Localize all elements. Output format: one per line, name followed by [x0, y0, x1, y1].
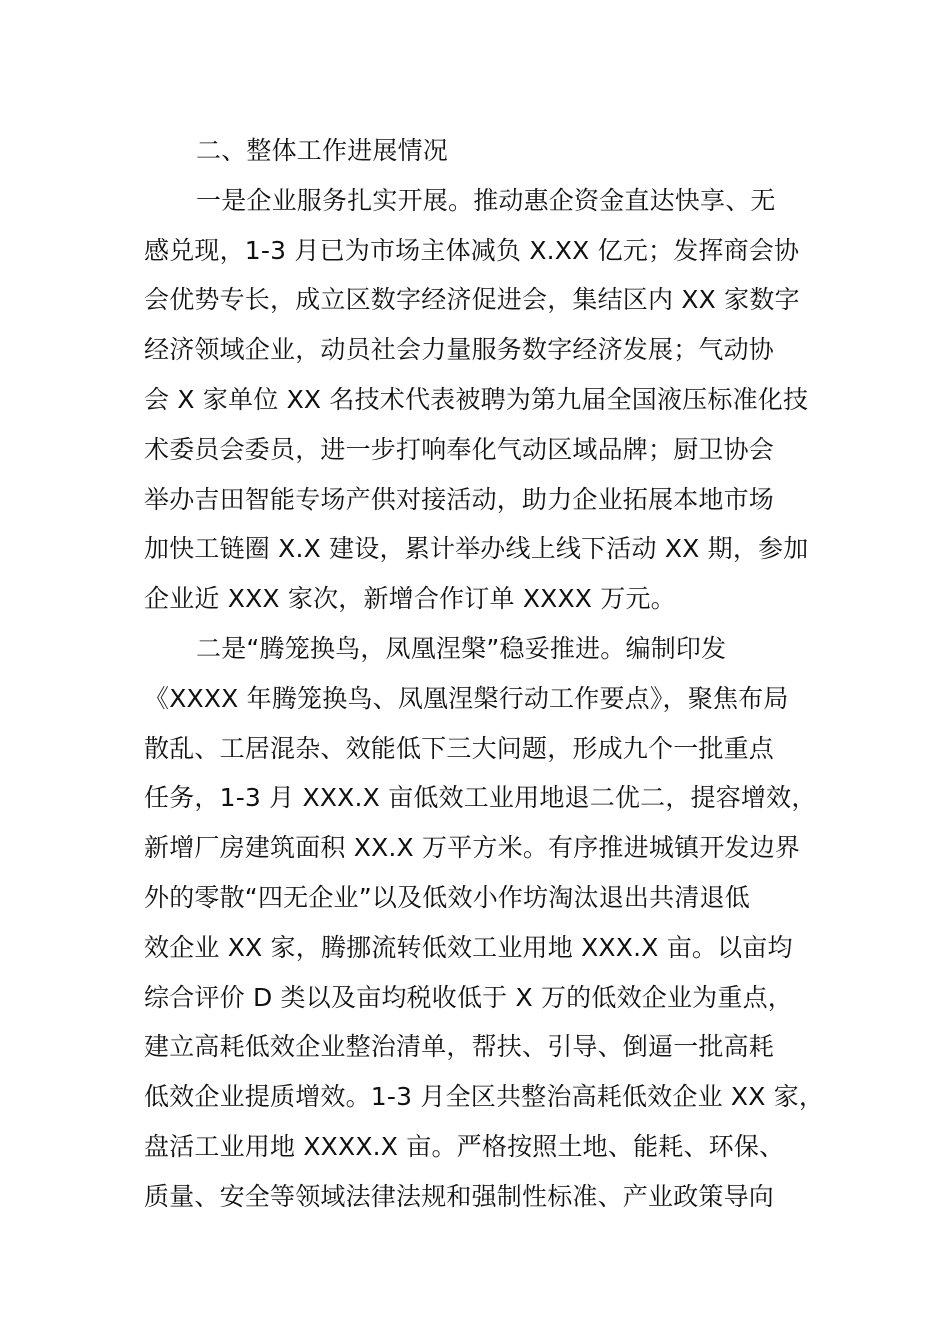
- paragraph-2-line-8: 综合评价 D 类以及亩均税收低于 X 万的低效企业为重点，: [144, 982, 793, 1012]
- paragraph-1-line-2: 感兑现，1-3 月已为市场主体减负 X.XX 亿元；发挥商会协: [144, 235, 800, 265]
- paragraph-1-line-9: 企业近 XXX 家次，新增合作订单 XXXX 万元。: [144, 584, 676, 614]
- paragraph-2-line-11: 盘活工业用地 XXXX.X 亩。严格按照土地、能耗、环保、: [144, 1131, 785, 1161]
- paragraph-2-line-6: 外的零散“四无企业”以及低效小作坊淘汰退出共清退低: [144, 882, 750, 912]
- paragraph-1-line-6: 术委员会委员，进一步打响奉化气动区域品牌；厨卫协会: [144, 434, 775, 464]
- paragraph-1-line-1: 一是企业服务扎实开展。推动惠企资金直达快享、无: [196, 185, 776, 215]
- paragraph-2-line-5: 新增厂房建筑面积 XX.X 万平方米。有序推进城镇开发边界: [144, 833, 801, 863]
- paragraph-2-line-9: 建立高耗低效企业整治清单，帮扶、引导、倒逼一批高耗: [144, 1032, 775, 1062]
- paragraph-1-line-5: 会 X 家单位 XX 名技术代表被聘为第九届全国液压标准化技: [144, 384, 809, 414]
- paragraph-2-line-12: 质量、安全等领域法律法规和强制性标准、产业政策导向: [144, 1181, 775, 1211]
- paragraph-1-line-8: 加快工链圈 X.X 建设，累计举办线上线下活动 XX 期，参加: [144, 534, 809, 564]
- paragraph-2-line-1: 二是“腾笼换鸟，凤凰涅槃”稳妥推进。编制印发: [196, 633, 727, 663]
- paragraph-1-line-7: 举办吉田智能专场产供对接活动，助力企业拓展本地市场: [144, 484, 775, 514]
- document-body: [144, 126, 834, 1222]
- paragraph-1-line-3: 会优势专长，成立区数字经济促进会，集结区内 XX 家数字: [144, 285, 800, 315]
- paragraph-2-line-3: 散乱、工居混杂、效能低下三大问题，形成九个一批重点: [144, 733, 775, 763]
- paragraph-1-line-4: 经济领域企业，动员社会力量服务数字经济发展；气动协: [144, 335, 775, 365]
- section-heading: 二、整体工作进展情况: [196, 136, 449, 165]
- paragraph-2-line-7: 效企业 XX 家，腾挪流转低效工业用地 XXX.X 亩。以亩均: [144, 932, 793, 962]
- paragraph-2-line-2: 《XXXX 年腾笼换鸟、凤凰涅槃行动工作要点》，聚焦布局: [144, 683, 789, 713]
- paragraph-2-line-10: 低效企业提质增效。1-3 月全区共整治高耗低效企业 XX 家，: [144, 1082, 825, 1112]
- paragraph-2-line-4: 任务，1-3 月 XXX.X 亩低效工业用地退二优二，提容增效，: [144, 783, 817, 813]
